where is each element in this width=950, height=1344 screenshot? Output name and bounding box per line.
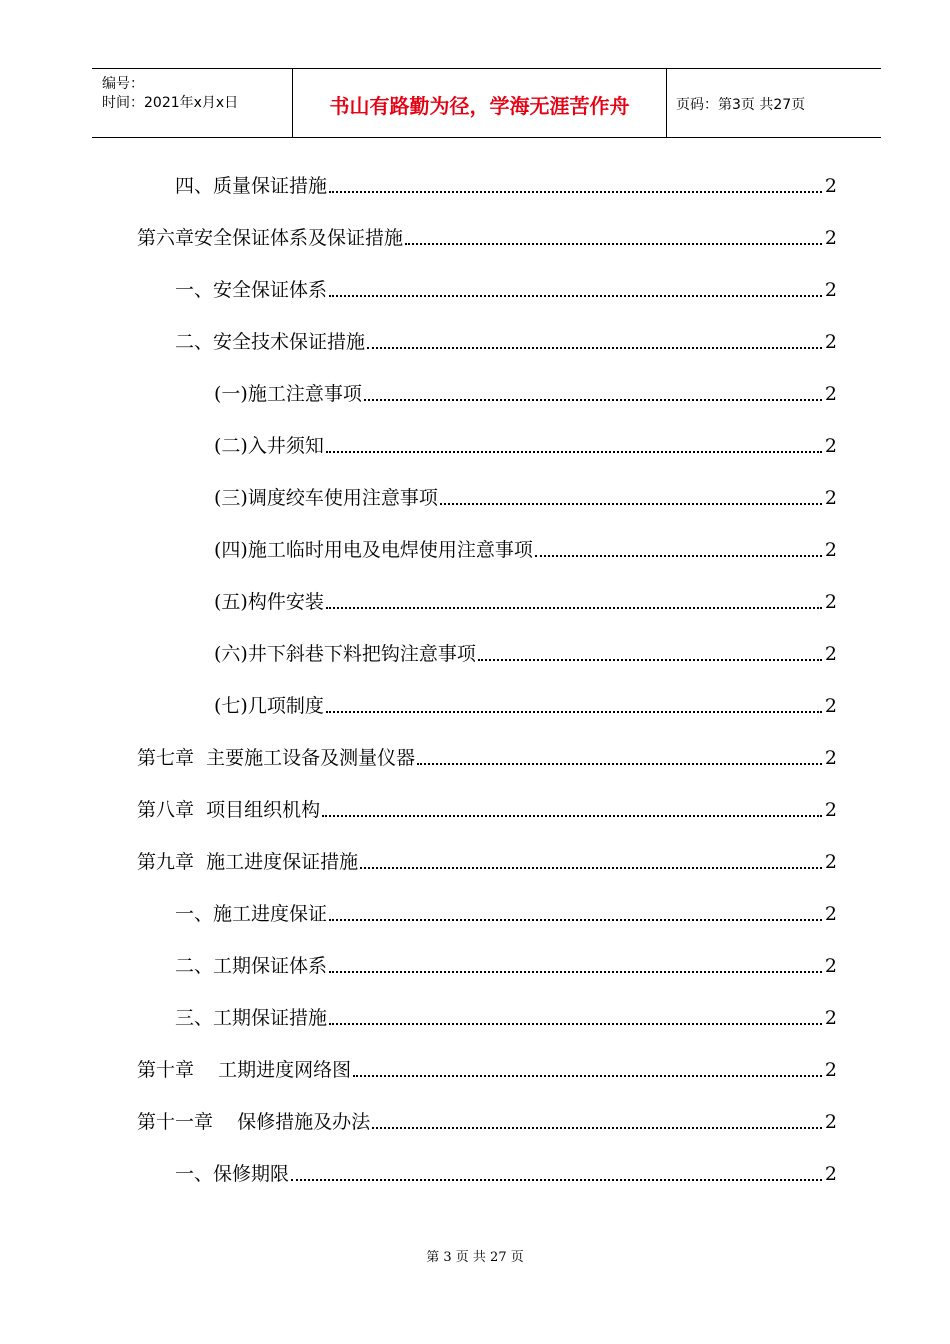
time-label: 时间：2021年x月x日 [102, 95, 239, 111]
toc-entry-text: (七)几项制度 [214, 695, 324, 717]
toc-leader [329, 191, 822, 193]
toc-entry-text: 第六章安全保证体系及保证措施 [137, 227, 404, 249]
toc-entry-text: 一、安全保证体系 [175, 279, 328, 301]
toc-entry-text: (三)调度绞车使用注意事项 [214, 487, 438, 509]
toc-leader [405, 243, 822, 245]
toc-entry[interactable] [175, 172, 837, 200]
toc-entry[interactable] [214, 588, 837, 616]
toc-entry-page: 2 [824, 331, 837, 353]
toc-entry[interactable] [137, 796, 837, 824]
toc-entry[interactable] [214, 380, 837, 408]
page-footer: 第 3 页 共 27 页 [426, 1250, 524, 1265]
toc-entry-page: 2 [824, 539, 837, 561]
toc-leader [417, 763, 822, 765]
toc-entry-page: 2 [824, 435, 837, 457]
toc-entry-page: 2 [824, 747, 837, 769]
toc-leader [326, 451, 822, 453]
toc-entry-page: 2 [824, 1007, 837, 1029]
toc-entry-page: 2 [824, 643, 837, 665]
toc-leader [440, 503, 822, 505]
toc-entry-page: 2 [824, 851, 837, 873]
toc-entry-text: (四)施工临时用电及电焊使用注意事项 [214, 539, 533, 561]
toc-entry[interactable] [137, 224, 837, 252]
toc-entry[interactable] [137, 848, 837, 876]
toc-entry[interactable] [214, 536, 837, 564]
toc-entry-page: 2 [824, 175, 837, 197]
page-header [92, 68, 881, 138]
toc-entry-page: 2 [824, 903, 837, 925]
toc-leader [329, 1023, 822, 1025]
toc-entry[interactable] [137, 1056, 837, 1084]
toc-entry[interactable] [175, 900, 837, 928]
toc-entry-text: 三、工期保证措施 [175, 1007, 328, 1029]
toc-entry-page: 2 [824, 383, 837, 405]
toc-entry-page: 2 [824, 955, 837, 977]
toc-leader [364, 399, 822, 401]
toc-entry[interactable] [214, 432, 837, 460]
toc-leader [353, 1075, 822, 1077]
toc-entry-page: 2 [824, 695, 837, 717]
toc-entry-text: (二)入井须知 [214, 435, 324, 457]
toc-entry-text: 第九章 施工进度保证措施 [137, 851, 359, 873]
header-page-cell [666, 69, 881, 137]
toc-leader [329, 919, 822, 921]
toc-entry-text: 第十一章 保修措施及办法 [137, 1111, 371, 1133]
toc-entry-text: 一、保修期限 [175, 1163, 290, 1185]
toc-entry-page: 2 [824, 1059, 837, 1081]
toc-entry-page: 2 [824, 1163, 837, 1185]
toc-leader [326, 711, 822, 713]
serial-label: 编号： [102, 76, 144, 92]
toc-entry-text: 二、工期保证体系 [175, 955, 328, 977]
toc-entry[interactable] [175, 1160, 837, 1188]
header-motto-cell [292, 69, 667, 137]
toc-leader [322, 815, 822, 817]
toc-entry-text: (六)井下斜巷下料把钩注意事项 [214, 643, 476, 665]
toc-leader [478, 659, 822, 661]
toc-entry[interactable] [175, 1004, 837, 1032]
toc-entry-text: (五)构件安装 [214, 591, 324, 613]
page-code: 页码：第3页 共27页 [676, 97, 806, 113]
toc-entry[interactable] [137, 1108, 837, 1136]
toc-entry-page: 2 [824, 227, 837, 249]
toc-leader [360, 867, 822, 869]
motto-text: 书山有路勤为径，学海无涯苦作舟 [329, 94, 630, 118]
toc-leader [329, 295, 822, 297]
header-meta-cell [92, 69, 292, 137]
toc-entry[interactable] [175, 952, 837, 980]
toc-leader [367, 347, 822, 349]
toc-entry[interactable] [214, 640, 837, 668]
toc-entry-page: 2 [824, 487, 837, 509]
toc-entry-text: 四、质量保证措施 [175, 175, 328, 197]
toc-entry[interactable] [214, 484, 837, 512]
toc-entry-page: 2 [824, 799, 837, 821]
toc-leader [535, 555, 822, 557]
toc-entry[interactable] [214, 692, 837, 720]
toc-leader [372, 1127, 822, 1129]
toc-entry-text: (一)施工注意事项 [214, 383, 362, 405]
toc-entry[interactable] [175, 276, 837, 304]
toc-leader [329, 971, 822, 973]
toc-entry-text: 第七章 主要施工设备及测量仪器 [137, 747, 416, 769]
toc-leader [326, 607, 822, 609]
toc-entry[interactable] [175, 328, 837, 356]
toc-entry-text: 二、安全技术保证措施 [175, 331, 366, 353]
toc-entry-page: 2 [824, 279, 837, 301]
toc-leader [291, 1179, 822, 1181]
toc-entry-page: 2 [824, 1111, 837, 1133]
toc-entry-page: 2 [824, 591, 837, 613]
toc-entry[interactable] [137, 744, 837, 772]
toc-entry-text: 一、施工进度保证 [175, 903, 328, 925]
toc-entry-text: 第十章 工期进度网络图 [137, 1059, 352, 1081]
toc-entry-text: 第八章 项目组织机构 [137, 799, 321, 821]
